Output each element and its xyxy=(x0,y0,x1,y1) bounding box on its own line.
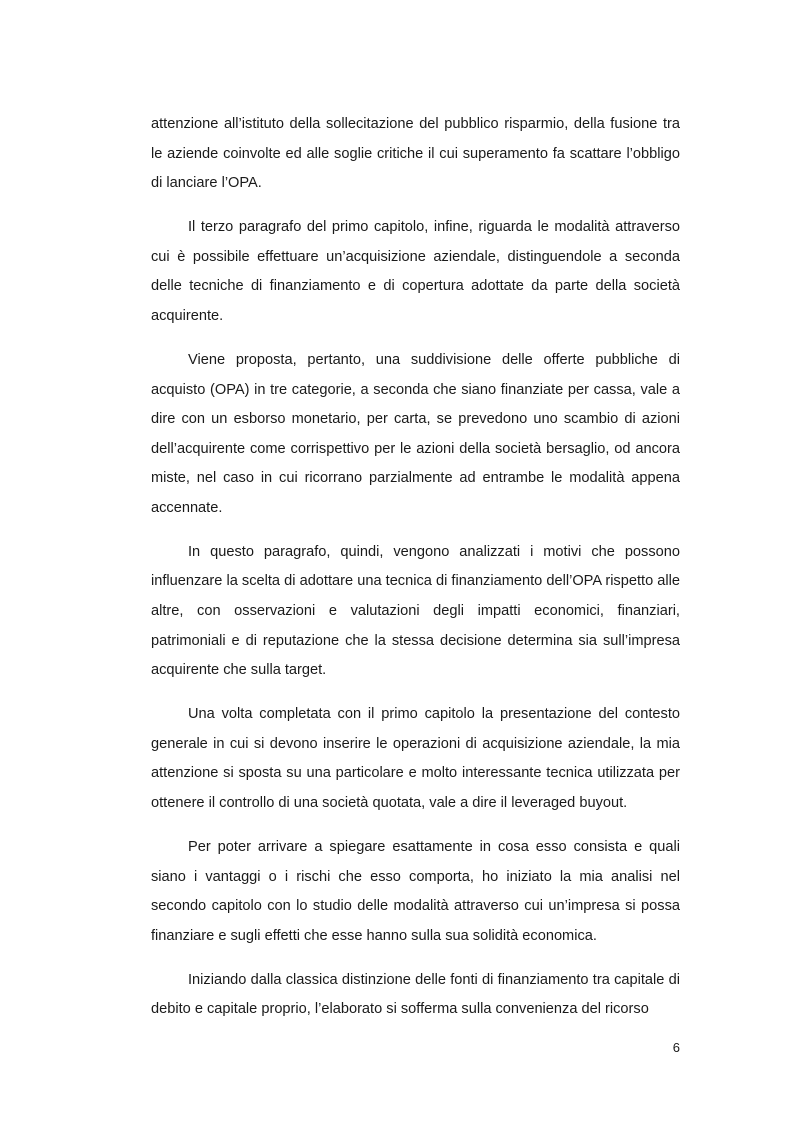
paragraph: Iniziando dalla classica distinzione delle fonti di finanziamento tra capitale di debito e capitale proprio, l’elaborato si sofferma sulla convenienza del ricorso xyxy=(151,971,680,1018)
paragraph-continuation: attenzione all’istituto della sollecitazione del pubblico risparmio, della fusione tra le aziende coinvolte ed alle soglie critiche il cui superamento fa scattare l’obbligo di lanciare l’OPA. xyxy=(151,116,680,192)
document-body xyxy=(151,110,680,1025)
page-number: 6 xyxy=(672,1040,680,1055)
paragraph: In questo paragrafo, quindi, vengono analizzati i motivi che possono influenzare la scelta di adottare una tecnica di finanziamento dell’OPA rispetto alle altre, con osservazioni e valutazioni degli impatti economici, finanziari, patrimoniali e di reputazione che la stessa decisione determina sia sull’impresa acquirente che sulla target. xyxy=(151,543,680,679)
paragraph: Per poter arrivare a spiegare esattamente in cosa esso consista e quali siano i vantaggi o i rischi che esso comporta, ho iniziato la mia analisi nel secondo capitolo con lo studio delle modalità attraverso cui un’impresa si possa finanziare e sugli effetti che esse hanno sulla sua solidità economica. xyxy=(151,839,680,944)
paragraph: Il terzo paragrafo del primo capitolo, infine, riguarda le modalità attraverso cui è possibile effettuare un’acquisizione aziendale, distinguendole a seconda delle tecniche di finanziamento e di copertura adottate da parte della società acquirente. xyxy=(151,219,680,324)
paragraph: Viene proposta, pertanto, una suddivisione delle offerte pubbliche di acquisto (OPA) in tre categorie, a seconda che siano finanziate per cassa, vale a dire con un esborso monetario, per carta, se prevedono uno scambio di azioni dell’acquirente come corrispettivo per le azioni della società bersaglio, od ancora miste, nel caso in cui ricorrano parzialmente ad entrambe le modalità appena accennate. xyxy=(151,351,680,516)
paragraph: Una volta completata con il primo capitolo la presentazione del contesto generale in cui si devono inserire le operazioni di acquisizione aziendale, la mia attenzione si sposta su una particolare e molto interessante tecnica utilizzata per ottenere il controllo di una società quotata, vale a dire il leveraged buyout. xyxy=(151,706,680,812)
